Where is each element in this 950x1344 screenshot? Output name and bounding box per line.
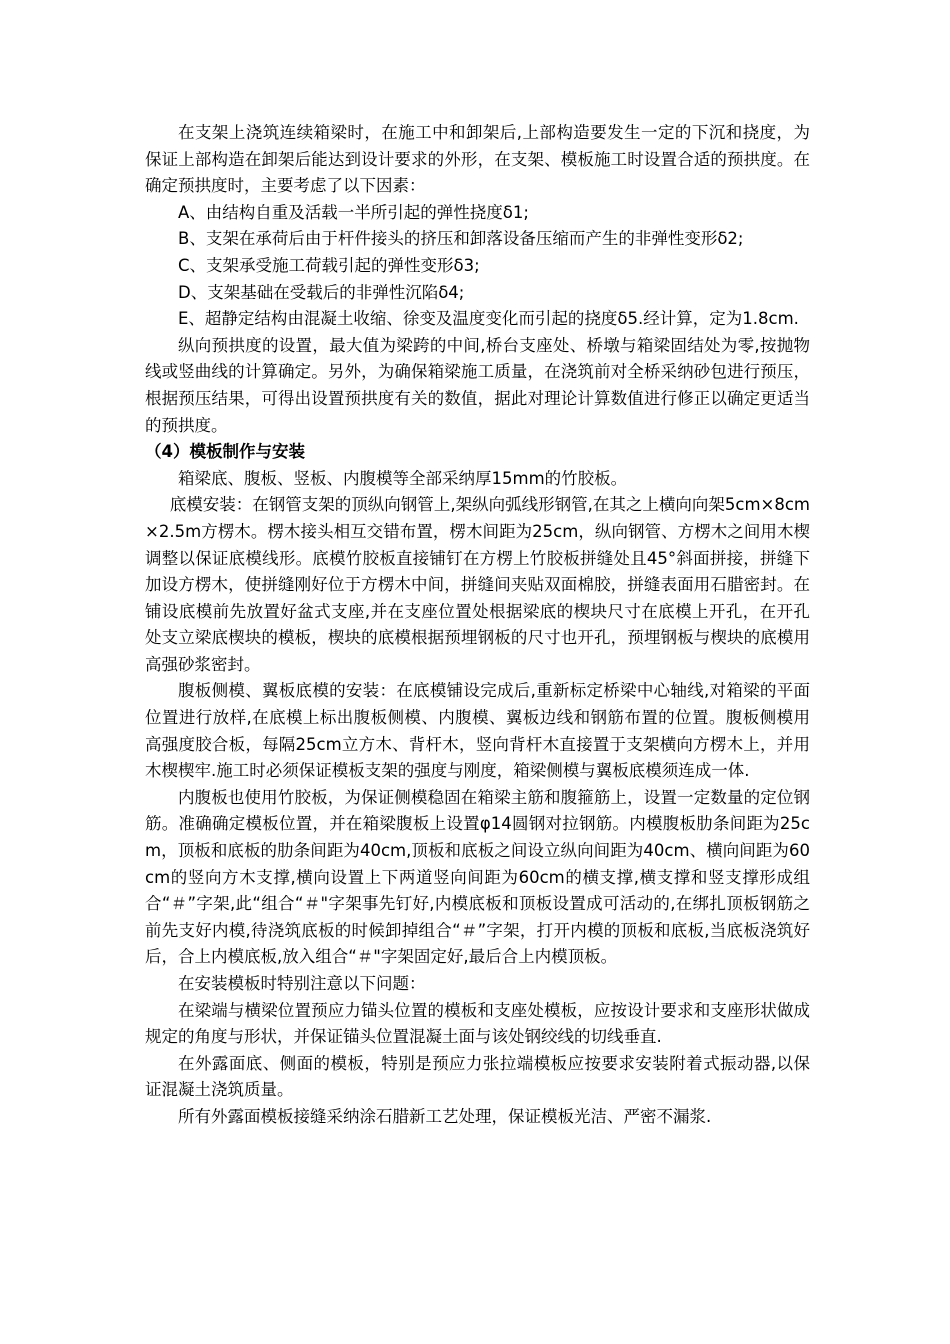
list-item-c: C、支架承受施工荷载引起的弹性变形δ3; — [178, 255, 480, 275]
paragraph-intro: 在支架上浇筑连续箱梁时，在施工中和卸架后,上部构造要发生一定的下沉和挠度，为保证上部构造在卸架后能达到设计要求的外形，在支架、模板施工时设置合适的预拱度。在确定预拱度时，主要考虑了以下因素： — [145, 123, 810, 196]
paragraph-camber: 纵向预拱度的设置，最大值为梁跨的中间,桥台支座处、桥墩与箱梁固结处为零,按抛物线或竖曲线的计算确定。另外，为确保箱梁施工质量，在浇筑前对全桥采纳砂包进行预压，根据预压结果，可得出设置预拱度有关的数值，据此对理论计算数值进行修正以确定更适当的预拱度。 — [145, 335, 810, 435]
paragraph-bottom-form: 底模安装：在钢管支架的顶纵向钢管上,架纵向弧线形钢管,在其之上横向向架5cm×8cm×2.5m方楞木。楞木接头相互交错布置，楞木间距为25cm，纵向钢管、方楞木之间用木楔调整以保证底模线形。底模竹胶板直接铺钉在方楞上竹胶板拼缝处且45°斜面拼接，拼缝下加设方楞木，使拼缝刚好位于方楞木中间，拼缝间夹贴双面棉胶，拼缝表面用石腊密封。在铺设底模前先放置好盆式支座,并在支座位置处根据梁底的楔块尺寸在底模上开孔，在开孔处支立梁底楔块的模板，楔块的底模根据预埋钢板的尺寸也开孔，预埋钢板与楔块的底模用高强砂浆密封。 — [145, 495, 810, 674]
paragraph-note-anchor: 在梁端与横梁位置预应力锚头位置的模板和支座处模板，应按设计要求和支座形状做成规定的角度与形状，并保证锚头位置混凝土面与该处钢绞线的切线垂直. — [145, 1000, 810, 1047]
document-page — [145, 120, 810, 1131]
paragraph-note-vibrator: 在外露面底、侧面的模板，特别是预应力张拉端模板应按要求安装附着式振动器,以保证混凝土浇筑质量。 — [145, 1053, 810, 1100]
section-heading: （4）模板制作与安装 — [145, 442, 305, 462]
paragraph-note-joints: 所有外露面模板接缝采纳涂石腊新工艺处理，保证模板光洁、严密不漏浆. — [178, 1106, 712, 1126]
list-item-d: D、支架基础在受载后的非弹性沉陷δ4; — [178, 282, 465, 302]
paragraph-formwork-material: 箱梁底、腹板、竖板、内腹模等全部采纳厚15mm的竹胶板。 — [178, 468, 628, 488]
paragraph-side-form: 腹板侧模、翼板底模的安装：在底模铺设完成后,重新标定桥梁中心轴线,对箱梁的平面位置进行放样,在底模上标出腹板侧模、内腹模、翼板边线和钢筋布置的位置。腹板侧模用高强度胶合板，每隔25cm立方木、背杆木，竖向背杆木直接置于支架横向方楞木上，并用木楔楔牢.施工时必须保证模板支架的强度与刚度，箱梁侧模与翼板底模须连成一体. — [145, 681, 810, 781]
list-item-a: A、由结构自重及活载一半所引起的弹性挠度δ1; — [178, 202, 529, 222]
paragraph-inner-form: 内腹板也使用竹胶板，为保证侧模稳固在箱梁主筋和腹箍筋上，设置一定数量的定位钢筋。准确确定模板位置，并在箱梁腹板上设置φ14圆钢对拉钢筋。内模腹板肋条间距为25cm，顶板和底板的肋条间距为40cm,顶板和底板之间设立纵向间距为40cm、横向间距为60cm的竖向方木支撑,横向设置上下两道竖向间距为60cm的横支撑,横支撑和竖支撑形成组合“＃”字架,此“组合“＃"字架事先钉好,内模底板和顶板设置成可活动的,在绑扎顶板钢筋之前先支好内模,待浇筑底板的时候卸掉组合“＃”字架，打开内模的顶板和底板,当底板浇筑好后，合上内模底板,放入组合“＃"字架固定好,最后合上内模顶板。 — [145, 787, 810, 967]
list-item-e: E、超静定结构由混凝土收缩、徐变及温度变化而引起的挠度δ5.经计算，定为1.8cm. — [178, 309, 799, 329]
paragraph-notes-intro: 在安装模板时特别注意以下问题： — [178, 974, 426, 993]
list-item-b: B、支架在承荷后由于杆件接头的挤压和卸落设备压缩而产生的非弹性变形δ2; — [178, 229, 744, 249]
